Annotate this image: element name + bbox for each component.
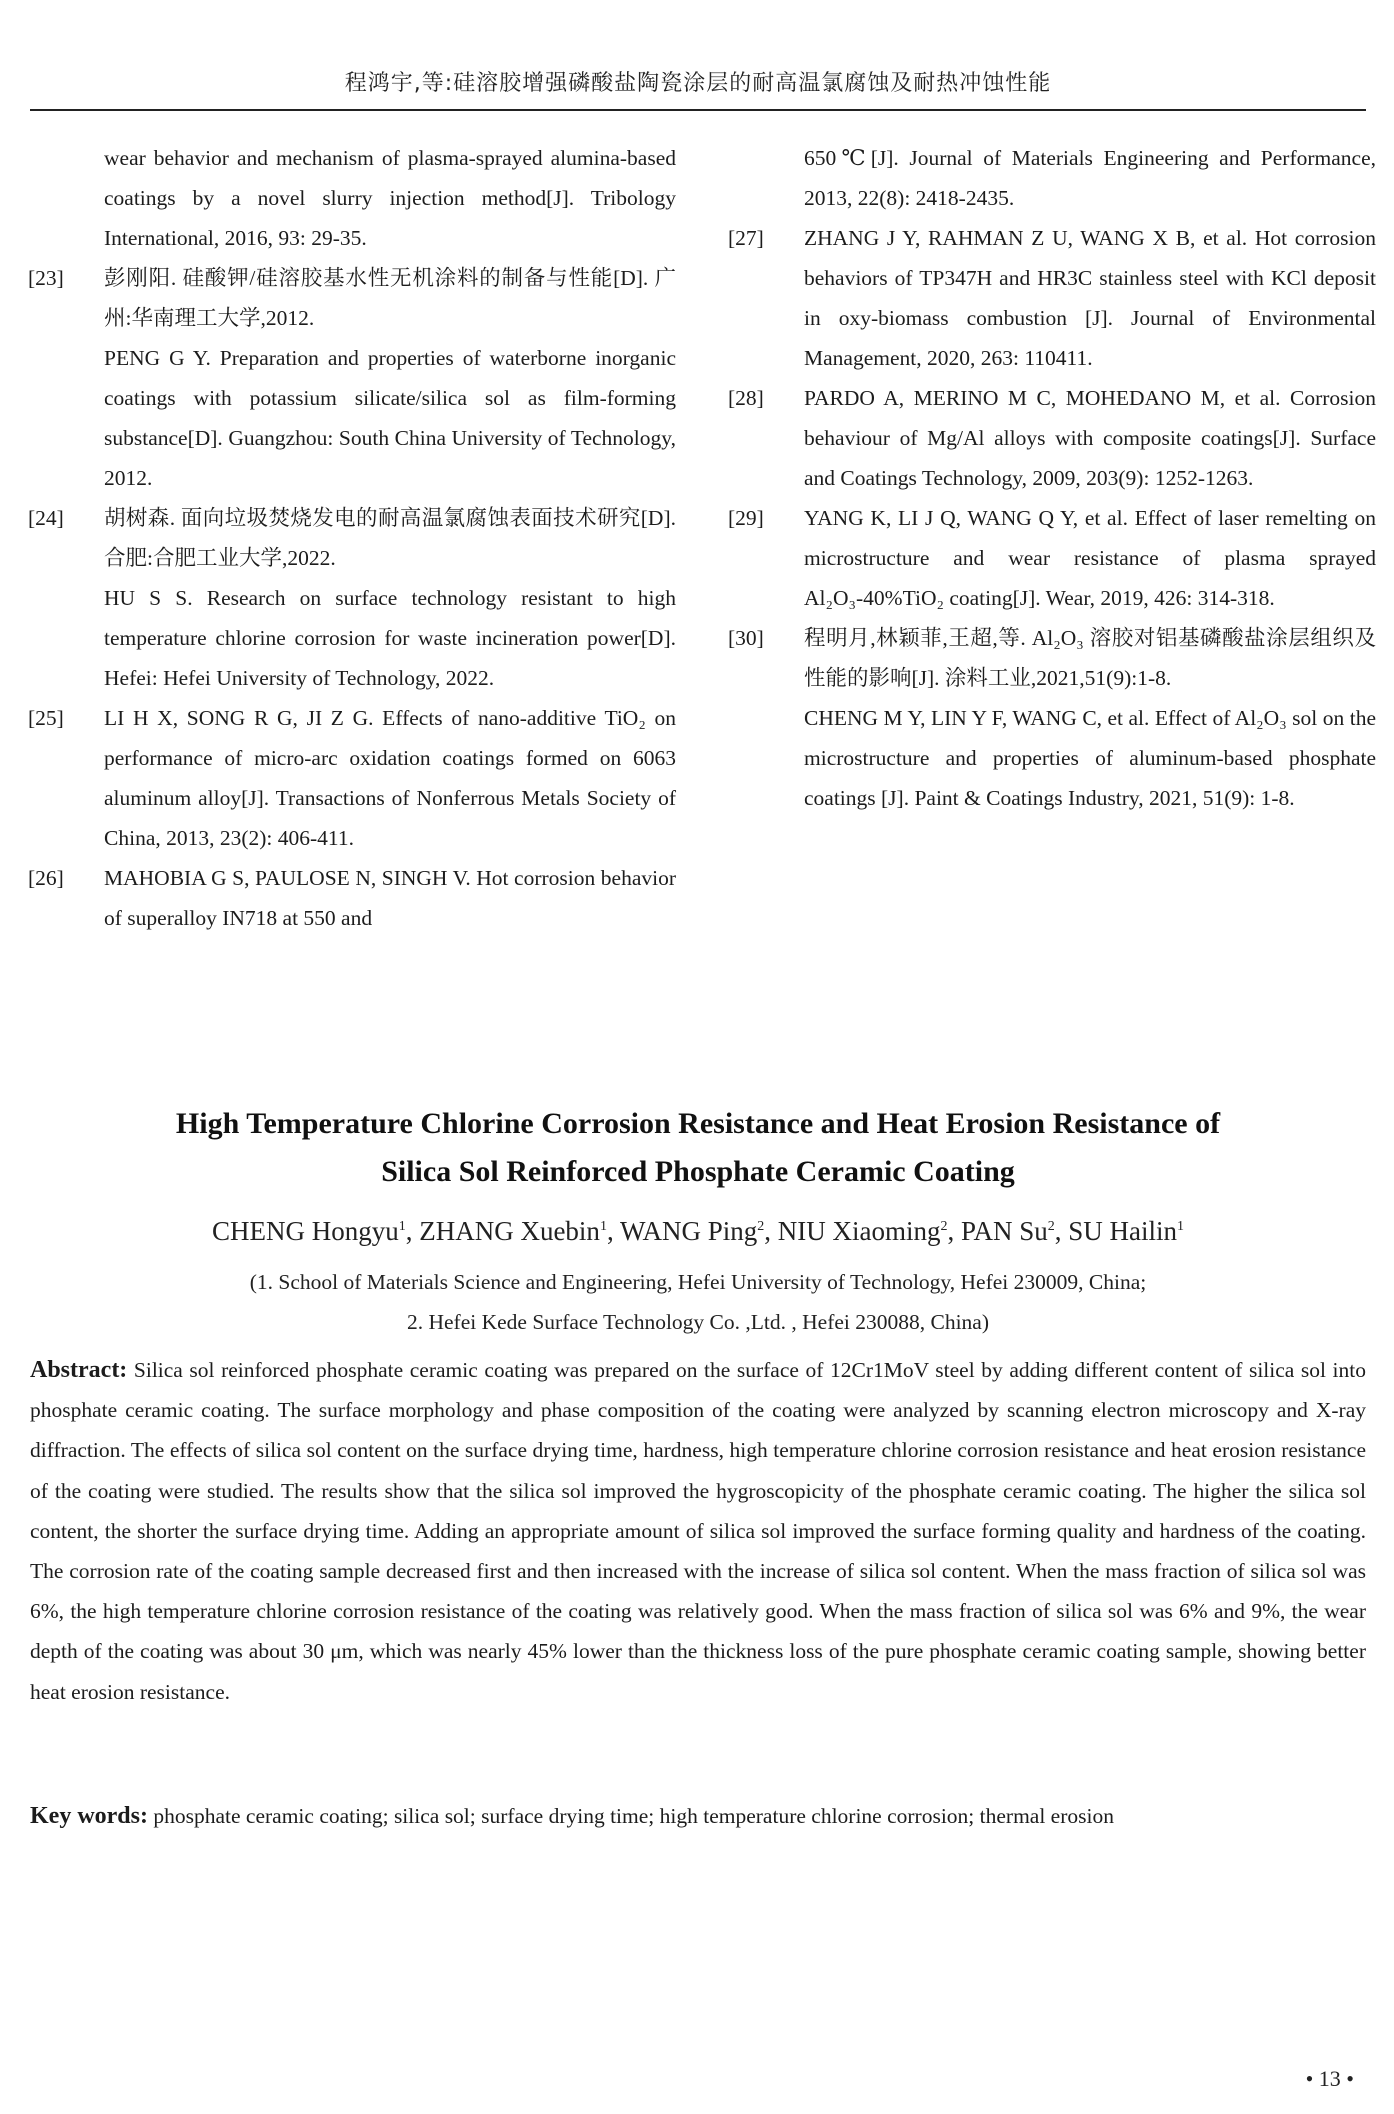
reference-text: PARDO A, MERINO M C, MOHEDANO M, et al. Corrosion behaviour of Mg/Al alloys with composite coatings[J]. Surface and Coatings Technology, 2009, 203(9): 1252-1263. [804,386,1376,490]
reference-text-cn: 程明月,林颖菲,王超,等. Al₂O₃ 溶胶对铝基磷酸盐涂层组织及性能的影响[J]. 涂料工业,2021,51(9):1-8. [804,626,1376,690]
author: CHENG Hongyu$^1$ [211,1216,406,1246]
reference-25 [28,698,676,858]
reference-text-cn: 彭刚阳. 硅酸钾/硅溶胶基水性无机涂料的制备与性能[D]. 广州:华南理工大学,2012. [104,266,676,330]
keywords-text: phosphate ceramic coating; silica sol; surface drying time; high temperature chlorine corrosion; thermal erosion [153,1804,1114,1828]
page-number: • 13 • [1305,2066,1354,2091]
author: WANG Ping$^2$ [619,1216,765,1246]
reference-text-en: HU S S. Research on surface technology resistant to high temperature chlorine corrosion for waste incineration power[D]. Hefei: Hefei University of Technology, 2022. [104,586,676,690]
author: PAN Su$^2$ [960,1216,1055,1246]
keywords-label: Key words: [30,1803,148,1829]
keywords [30,1796,1366,1836]
abstract-label: Abstract: [30,1357,128,1383]
reference-text-en: CHENG M Y, LIN Y F, WANG C, et al. Effect of Al₂O₃ sol on the microstructure and properties of aluminum-based phosphate coatings [J]. Paint & Coatings Industry, 2021, 51(9): 1-8. [804,706,1376,810]
english-title [40,1100,1356,1196]
reference-text-en: PENG G Y. Preparation and properties of waterborne inorganic coatings with potassium silicate/silica sol as film-forming substance[D]. Guangzhou: South China University of Technology, 2012. [104,346,676,490]
author-list: CHENG Hongyu$^1$, ZHANG Xuebin$^1$, WANG Ping$^2$, NIU Xiaoming$^2$, PAN Su$^2$, SU Hailin$^1$ [211,1216,1185,1246]
reference-number: [25] [28,706,64,730]
reference-29 [728,498,1376,618]
reference-number: [29] [728,506,764,530]
author: ZHANG Xuebin$^1$ [419,1216,607,1246]
running-header: 程鸿宇,等:硅溶胶增强磷酸盐陶瓷涂层的耐高温氯腐蚀及耐热冲蚀性能 [344,71,1052,96]
references-right-column [728,138,1376,818]
reference-number: [30] [728,626,764,650]
english-title-line: High Temperature Chlorine Corrosion Resistance and Heat Erosion Resistance of [175,1107,1221,1140]
reference-text: ZHANG J Y, RAHMAN Z U, WANG X B, et al. Hot corrosion behaviors of TP347H and HR3C stainless steel with KCl deposit in oxy-biomass combustion [J]. Journal of Environmental Management, 2020, 263: 110411. [804,226,1376,370]
reference-28 [728,378,1376,498]
author: NIU Xiaoming$^2$ [777,1216,948,1246]
reference-26 [28,858,676,938]
reference-number: [26] [28,866,64,890]
affiliation-2: 2. Hefei Kede Surface Technology Co. ,Ltd. , Hefei 230088, China) [406,1310,990,1334]
reference-continuation: 650℃[J]. Journal of Materials Engineering and Performance, 2013, 22(8): 2418-2435. [804,146,1376,210]
reference-text: LI H X, SONG R G, JI Z G. Effects of nano-additive TiO₂ on performance of micro-arc oxidation coatings formed on 6063 aluminum alloy[J]. Transactions of Nonferrous Metals Society of China, 2013, 23(2): 406-411. [104,706,676,850]
reference-30 [728,618,1376,818]
reference-number: [28] [728,386,764,410]
reference-number: [27] [728,226,764,250]
reference-text: YANG K, LI J Q, WANG Q Y, et al. Effect of laser remelting on microstructure and wear resistance of plasma sprayed Al₂O₃-40%TiO₂ coating[J]. Wear, 2019, 426: 314-318. [804,506,1376,610]
affiliations [40,1262,1356,1342]
reference-number: [24] [28,506,64,530]
reference-text: MAHOBIA G S, PAULOSE N, SINGH V. Hot corrosion behavior of superalloy IN718 at 550 and [104,866,676,930]
references-left-column [28,138,676,938]
reference-27 [728,218,1376,378]
abstract [30,1350,1366,1712]
abstract-text: Silica sol reinforced phosphate ceramic coating was prepared on the surface of 12Cr1MoV steel by adding different content of silica sol into phosphate ceramic coating. The surface morphology and phase composition of the coating were analyzed by scanning electron microscopy and X-ray diffraction. The effects of silica sol content on the surface drying time, hardness, high temperature chlorine corrosion resistance and heat erosion resistance of the coating were studied. The results show that the silica sol improved the hygroscopicity of the phosphate ceramic coating. The higher the silica sol content, the shorter the surface drying time. Adding an appropriate amount of silica sol improved the surface forming quality and hardness of the coating. The corrosion rate of the coating sample decreased first and then increased with the increase of silica sol content. When the mass fraction of silica sol was 6%, the high temperature chlorine corrosion resistance of the coating was relatively good. When the mass fraction of silica sol was 6% and 9%, the wear depth of the coating was about 30 μm, which was nearly 45% lower than the thickness loss of the pure phosphate ceramic coating sample, showing better heat erosion resistance. [30,1358,1367,1704]
reference-text-cn: 胡树森. 面向垃圾焚烧发电的耐高温氯腐蚀表面技术研究[D]. 合肥:合肥工业大学,2022. [104,506,676,570]
reference-24 [28,498,676,698]
reference-23 [28,258,676,498]
author: SU Hailin$^1$ [1068,1216,1185,1246]
reference-number: [23] [28,266,64,290]
affiliation-1: (1. School of Materials Science and Engineering, Hefei University of Technology, Hefei 230009, China; [249,1270,1147,1294]
header-divider [30,109,1366,111]
english-title-line: Silica Sol Reinforced Phosphate Ceramic Coating [381,1155,1015,1188]
reference-continuation: wear behavior and mechanism of plasma-sprayed alumina-based coatings by a novel slurry injection method[J]. Tribology International, 2016, 93: 29-35. [104,146,676,250]
